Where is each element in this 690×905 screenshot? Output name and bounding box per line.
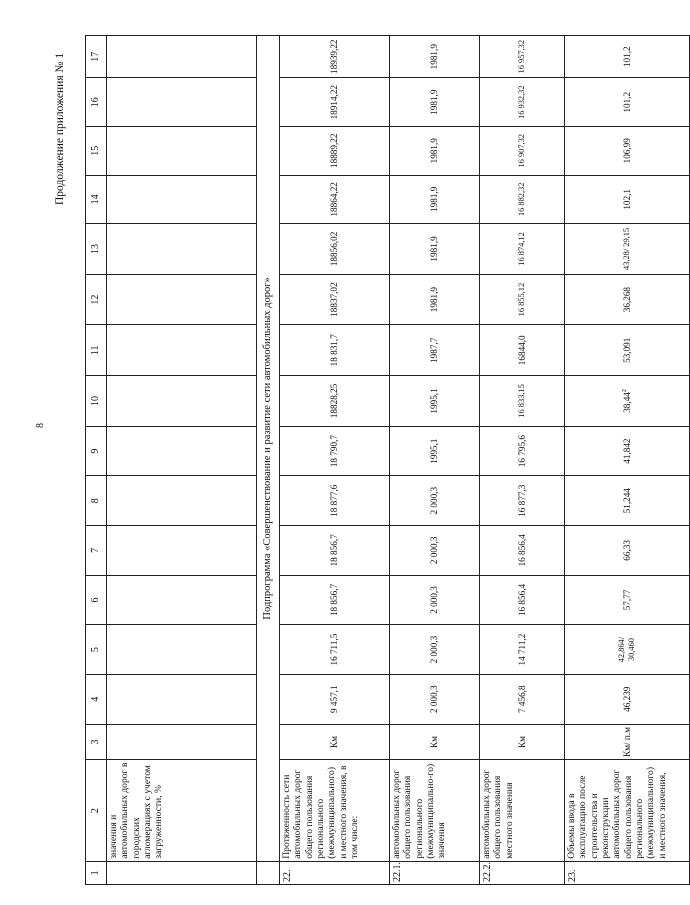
value-text: 2 000,3: [429, 635, 440, 664]
value-text: 1995,1: [429, 438, 440, 464]
row-value: [565, 625, 690, 675]
table-cell: [107, 376, 257, 427]
table-cell: [107, 224, 257, 275]
row-value: [565, 426, 690, 476]
row-value: [390, 175, 480, 224]
continuation-row: [107, 36, 257, 885]
value-text: 18828,25: [329, 383, 340, 419]
value-text: 1981,9: [429, 89, 440, 115]
value-text: 18914,22: [329, 84, 340, 120]
row-value: [280, 526, 390, 576]
row-value: [565, 526, 690, 576]
row-number: 22.1.: [390, 861, 480, 884]
value-text: 57,77: [621, 589, 632, 611]
value-text: 102,1: [621, 188, 632, 210]
value-text: 7 456,8: [516, 685, 527, 713]
value-text: 16 907,32: [517, 134, 527, 168]
row-value: [280, 625, 390, 675]
value-text: 51,244: [621, 488, 632, 514]
value-text: 18 790,7: [329, 435, 340, 468]
row-value: [390, 224, 480, 275]
column-number: 10: [86, 376, 107, 427]
row-value: [480, 476, 565, 526]
column-number: 15: [86, 126, 107, 175]
row-value: [565, 674, 690, 724]
value-text: 18 831,7: [329, 334, 340, 367]
row-value: [565, 224, 690, 275]
row-value: [280, 325, 390, 376]
value-text: 16 957,32: [517, 39, 527, 74]
column-number: 3: [86, 724, 107, 760]
row-value: [280, 476, 390, 526]
rotated-table-wrapper: [85, 35, 668, 885]
value-text: 2 000,3: [429, 586, 440, 614]
row-value: [565, 325, 690, 376]
indicators-table: [85, 35, 690, 885]
row-value: [280, 426, 390, 476]
row-name: автомобильных дорог общего пользования регионального (межмуниципально-го) значения: [390, 760, 480, 861]
column-number: 1: [86, 861, 107, 884]
value-text: 16844,0: [516, 335, 527, 366]
table-row: [480, 36, 565, 885]
subprogram-title: Подпрограмма «Совершенствование и развитие сети автомобильных дорог»: [257, 36, 280, 862]
row-value: [280, 224, 390, 275]
row-value: [280, 126, 390, 175]
table-cell: [107, 325, 257, 376]
table-cell: [107, 625, 257, 675]
value-text: 16 874,12: [517, 232, 527, 266]
value-text: 9 457,1: [329, 685, 340, 713]
row-value: [390, 426, 480, 476]
row-value: [480, 175, 565, 224]
table-cell: [107, 426, 257, 476]
value-text: 1981,9: [429, 236, 440, 262]
value-text: 42,864/ 30,460: [617, 636, 636, 663]
row-value: [390, 126, 480, 175]
row-unit: Км: [280, 724, 390, 760]
column-number: 12: [86, 274, 107, 325]
row-value: [480, 426, 565, 476]
row-value: [565, 476, 690, 526]
column-number: 14: [86, 175, 107, 224]
row-unit: Км: [480, 724, 565, 760]
table-cell: [107, 575, 257, 625]
table-cell: [107, 526, 257, 576]
row-value: [565, 175, 690, 224]
row-unit: Км/ п.м: [565, 724, 690, 760]
row-value: [390, 325, 480, 376]
header-row: [86, 36, 107, 885]
value-text: 16 855,12: [517, 282, 527, 317]
value-text: 18837,02: [329, 282, 340, 317]
appendix-title: Продолжение приложения № 1: [54, 52, 66, 205]
value-text: 18889,22: [329, 133, 340, 168]
row-number: 22.2.: [480, 861, 565, 884]
value-text: 18856,02: [329, 231, 340, 267]
value-text: 18864,22: [329, 182, 340, 217]
column-number: 17: [86, 36, 107, 78]
row-value: [480, 325, 565, 376]
value-text: 16 877,3: [516, 484, 527, 517]
row-number: 22.: [280, 861, 390, 884]
value-text: 2 000,3: [429, 486, 440, 515]
column-number: 9: [86, 426, 107, 476]
value-text: 1981,9: [429, 44, 440, 70]
row-value: [480, 126, 565, 175]
subprogram-row: [257, 36, 280, 885]
table-cell: [107, 126, 257, 175]
table-row: [280, 36, 390, 885]
column-number: 6: [86, 575, 107, 625]
value-text: 2 000,3: [429, 685, 440, 713]
table-row: [565, 36, 690, 885]
footnote-mark: 2: [621, 389, 628, 393]
row-value: [565, 274, 690, 325]
row-value: [280, 78, 390, 127]
value-text: 106,99: [621, 138, 632, 164]
value-text: 1995,1: [429, 388, 440, 414]
table-cell: [107, 175, 257, 224]
continuation-name: значения и автомобильных дорог в городских агломерациях с учетом загруженности, %: [107, 760, 257, 861]
value-text: 43,28/ 29,15: [622, 227, 632, 270]
value-text: 18 856,7: [329, 534, 340, 567]
row-value: [565, 376, 690, 427]
column-number: 8: [86, 476, 107, 526]
value-text: 101,2: [621, 46, 632, 68]
column-number: 5: [86, 625, 107, 675]
row-value: [565, 126, 690, 175]
value-text: 1987,7: [429, 337, 440, 363]
row-name: Объемы ввода в эксплуатацию после строительства и реконструкции автомобильных дорог общего пользования регионального (межмуниципального) и местного значения,: [565, 760, 690, 861]
column-number: 11: [86, 325, 107, 376]
value-text: 46,239: [621, 686, 632, 712]
row-value: [280, 274, 390, 325]
value-text: 38,44: [621, 392, 632, 413]
row-value: [480, 224, 565, 275]
row-value: [480, 526, 565, 576]
page-number: 8: [35, 423, 46, 428]
row-value: [390, 376, 480, 427]
column-number: 13: [86, 224, 107, 275]
row-value: [280, 674, 390, 724]
row-name: автомобильных дорог общего пользования местного значения: [480, 760, 565, 861]
row-value: [480, 674, 565, 724]
value-text: 16 711,5: [329, 633, 340, 666]
column-number: 16: [86, 78, 107, 127]
value-text: 1981,9: [429, 138, 440, 164]
value-text: 16 882,32: [517, 182, 527, 217]
value-text: 16 932,32: [517, 85, 527, 119]
value-text: 1981,9: [429, 186, 440, 212]
table-cell: [107, 78, 257, 127]
row-value: [480, 78, 565, 127]
value-text: 18 856,7: [329, 583, 340, 617]
row-value: [390, 625, 480, 675]
table-cell: [257, 861, 280, 884]
table-row: [390, 36, 480, 885]
row-value: [390, 674, 480, 724]
table-cell: [107, 861, 257, 884]
row-value: [565, 575, 690, 625]
value-text: 16 795,6: [516, 435, 527, 468]
value-text: 41,842: [621, 438, 632, 464]
value-text: 36,268: [621, 286, 632, 313]
row-value: [390, 78, 480, 127]
row-value: [280, 175, 390, 224]
value-text: 53,091: [621, 337, 632, 363]
row-value: [480, 575, 565, 625]
row-name: Протяженность сети автомобильных дорог общего пользования регионального (межмуниципального) и местного значения, в том числе:: [280, 760, 390, 861]
value-text: 16 833,15: [517, 384, 527, 418]
row-value: [390, 274, 480, 325]
row-value: [390, 36, 480, 78]
row-value: [565, 78, 690, 127]
row-value: [390, 476, 480, 526]
row-unit: Км: [390, 724, 480, 760]
value-text: 18 877,6: [329, 484, 340, 517]
row-value: [480, 36, 565, 78]
row-value: [480, 625, 565, 675]
table-body: [86, 36, 690, 885]
value-text: 66,33: [621, 540, 632, 561]
row-value: [480, 376, 565, 427]
value-text: 16 856,4: [516, 583, 527, 617]
table-cell: [107, 274, 257, 325]
row-value: [280, 36, 390, 78]
row-value: [565, 36, 690, 78]
column-number: 2: [86, 760, 107, 861]
column-number: 4: [86, 674, 107, 724]
row-value: [280, 575, 390, 625]
row-value: [390, 575, 480, 625]
value-text: 16 856,4: [516, 534, 527, 567]
value-text: 18939,22: [329, 39, 340, 74]
row-value: [390, 526, 480, 576]
row-value: [280, 376, 390, 427]
column-number: 7: [86, 526, 107, 576]
row-value: [480, 274, 565, 325]
table-cell: [107, 674, 257, 724]
table-cell: [107, 476, 257, 526]
value-text: 2 000,3: [429, 536, 440, 565]
row-number: 23.: [565, 861, 690, 884]
value-text: 101,2: [621, 91, 632, 113]
value-text: 14 711,2: [516, 633, 527, 666]
value-text: 1981,9: [429, 286, 440, 313]
table-cell: [107, 724, 257, 760]
table-cell: [107, 36, 257, 78]
